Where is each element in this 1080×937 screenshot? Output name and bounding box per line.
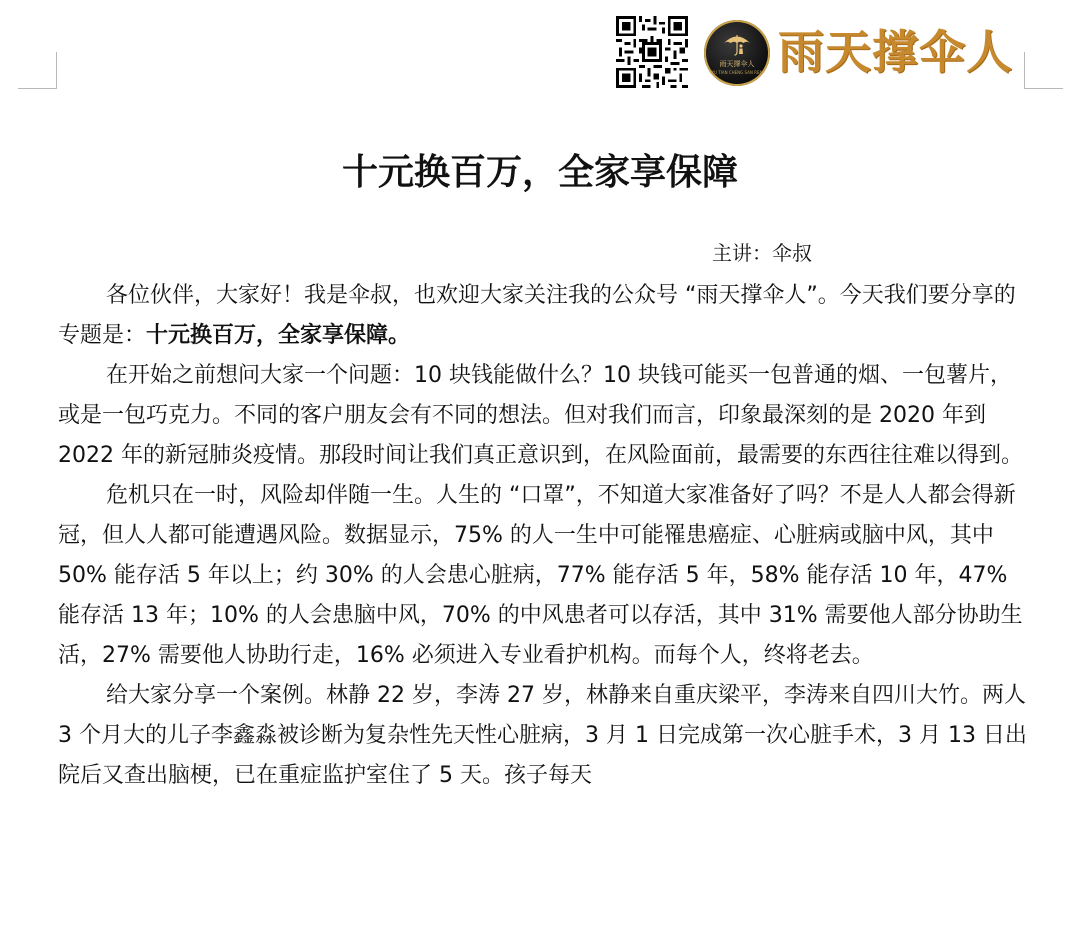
paragraph	[58, 676, 1030, 796]
paragraph	[58, 276, 1030, 356]
umbrella-person-icon	[722, 32, 752, 58]
paragraph-text: 在开始之前想问大家一个问题：10 块钱能做什么？10 块钱可能买一包普通的烟、一包薯片，或是一包巧克力。不同的客户朋友会有不同的想法。但对我们而言，印象最深刻的是 2020 年到 2022 年的新冠肺炎疫情。那段时间让我们真正意识到，在风险面前，最需要的东西往往难以得到。	[58, 363, 1023, 468]
paragraph-text: 各位伙伴，大家好！我是伞叔，也欢迎大家关注我的公众号 “雨天撑伞人”。今天我们要分享的专题是：	[58, 283, 1016, 348]
page-corner-mark-top-left	[18, 52, 57, 89]
document-body	[58, 276, 1030, 796]
qr-code-icon	[616, 16, 688, 88]
paragraph	[58, 356, 1030, 476]
brand-name: 雨天撑伞人	[778, 25, 1013, 79]
logo-subtext: YU TIAN CHENG SAN REN	[711, 69, 763, 75]
logo-text: 雨天撑伞人	[719, 59, 755, 68]
paragraph	[58, 476, 1030, 676]
bold-topic: 十元换百万，全家享保障。	[146, 323, 411, 348]
page-corner-mark-top-right	[1024, 52, 1063, 89]
speaker-line: 主讲：伞叔	[712, 241, 812, 265]
brand-logo	[704, 20, 770, 86]
paragraph-text: 给大家分享一个案例。林静 22 岁，李涛 27 岁，林静来自重庆梁平，李涛来自四川大竹。两人 3 个月大的儿子李鑫淼被诊断为复杂性先天性心脏病，3 月 1 日完成第一次心脏手术，3 月 13 日出院后又查出脑梗，已在重症监护室住了 5 天。孩子每天	[58, 683, 1027, 788]
paragraph-text: 危机只在一时，风险却伴随一生。人生的 “口罩”，不知道大家准备好了吗？不是人人都会得新冠，但人人都可能遭遇风险。数据显示，75% 的人一生中可能罹患癌症、心脏病或脑中风，其中 50% 能存活 5 年以上；约 30% 的人会患心脏病，77% 能存活 5 年，58% 能存活 10 年，47% 能存活 13 年；10% 的人会患脑中风，70% 的中风患者可以存活，其中 31% 需要他人部分协助生活，27% 需要他人协助行走，16% 必须进入专业看护机构。而每个人，终将老去。	[58, 483, 1023, 668]
document-title: 十元换百万，全家享保障	[341, 152, 738, 193]
